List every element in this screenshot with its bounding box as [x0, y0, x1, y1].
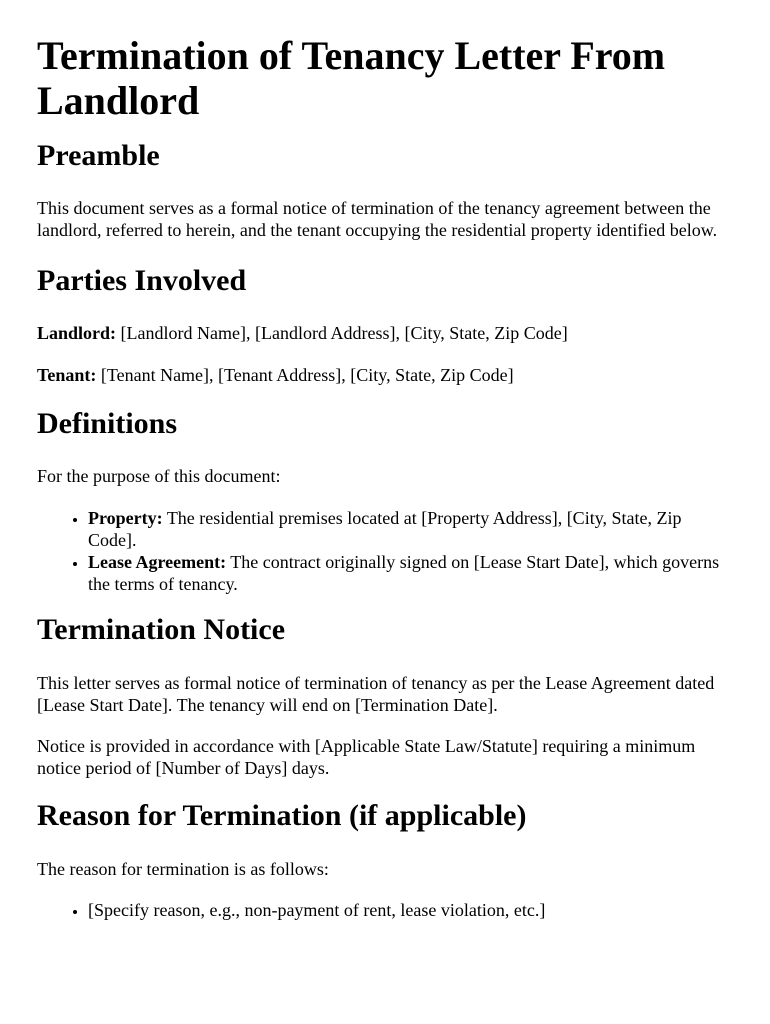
definition-item-property	[88, 507, 734, 551]
preamble-heading: Preamble	[37, 139, 160, 172]
landlord-value: [Landlord Name], [Landlord Address], [City, State, Zip Code]	[116, 323, 568, 343]
definitions-heading: Definitions	[37, 407, 178, 440]
landlord-line	[37, 322, 734, 344]
definitions-list	[37, 507, 734, 595]
reason-heading: Reason for Termination (if applicable)	[37, 799, 527, 832]
definition-term: Property:	[88, 508, 163, 528]
reason-item: • [Specify reason, e.g., non-payment of rent, lease violation, etc.]	[88, 899, 734, 921]
definition-text: The residential premises located at [Property Address], [City, State, Zip Code].	[88, 508, 682, 550]
landlord-label: Landlord:	[37, 323, 117, 343]
definition-text: The contract originally signed on [Lease Start Date], which governs the terms of tenancy.	[88, 552, 720, 594]
preamble-text: This document serves as a formal notice of termination of the tenancy agreement between the landlord, referred to herein, and the tenant occupying the residential property identified below.	[37, 198, 718, 240]
definitions-intro: For the purpose of this document:	[37, 466, 281, 486]
document-title: Termination of Tenancy Letter From Landlord	[37, 33, 666, 123]
parties-heading: Parties Involved	[37, 264, 247, 297]
tenant-line	[37, 364, 734, 386]
reason-intro: The reason for termination is as follows:	[37, 859, 329, 879]
reason-list	[37, 899, 734, 921]
definition-term: Lease Agreement:	[88, 552, 227, 572]
termination-notice-text: This letter serves as formal notice of termination of tenancy as per the Lease Agreement dated [Lease Start Date]. The tenancy will end on [Termination Date].	[37, 673, 715, 715]
termination-notice-heading: Termination Notice	[37, 613, 286, 646]
tenant-label: Tenant:	[37, 365, 97, 385]
tenant-value: [Tenant Name], [Tenant Address], [City, State, Zip Code]	[96, 365, 514, 385]
definition-item-lease-agreement	[88, 551, 734, 595]
notice-period-text: Notice is provided in accordance with [Applicable State Law/Statute] requiring a minimum notice period of [Number of Days] days.	[37, 736, 696, 778]
